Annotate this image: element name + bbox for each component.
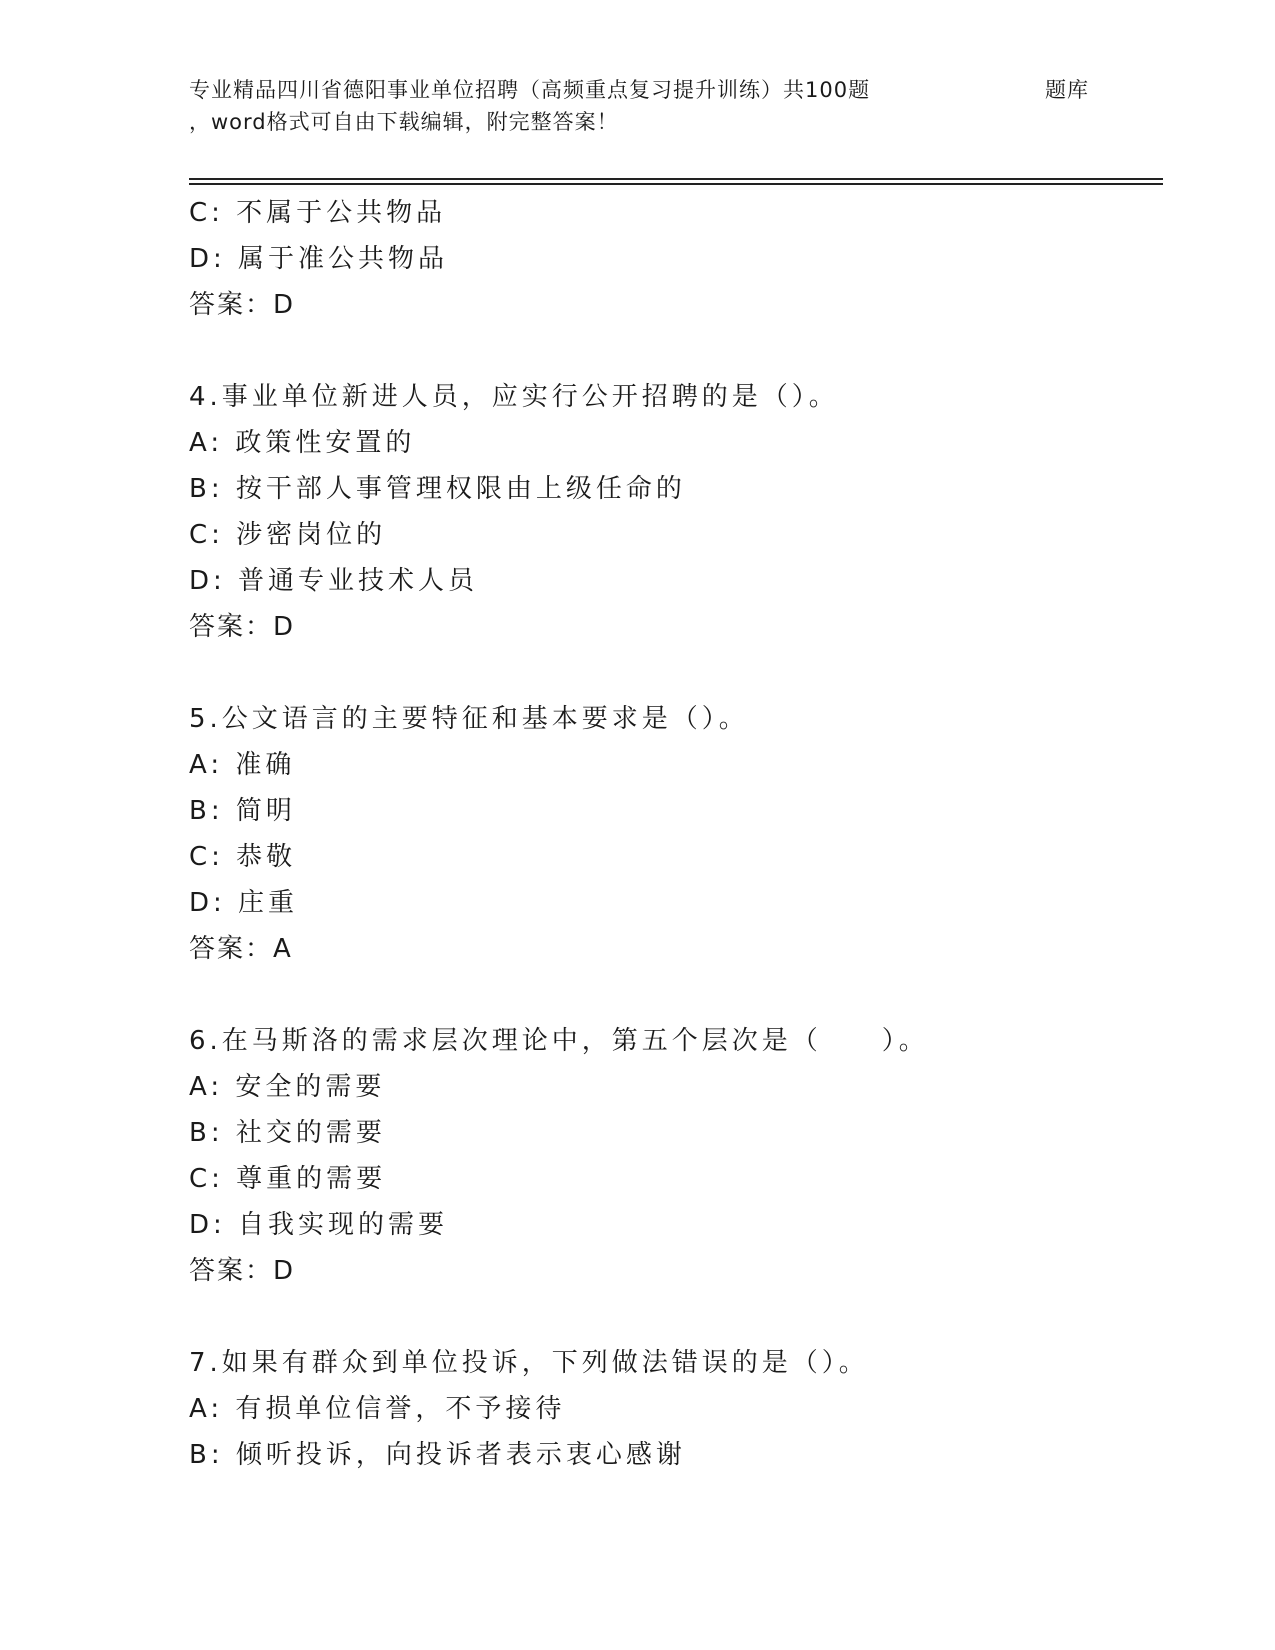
question-block: [189, 696, 1149, 972]
question-list: [189, 190, 1149, 1478]
header-line-1: [189, 74, 1089, 106]
answer: 答案：D: [189, 290, 296, 320]
question-block: [189, 1340, 1149, 1478]
header-tag: 题库: [1045, 78, 1089, 102]
block-spacer: [189, 650, 1149, 696]
option-a: A: 准确: [189, 750, 296, 780]
question-block: [189, 1018, 1149, 1294]
question-block: [189, 374, 1149, 650]
option-d: D: 普通专业技术人员: [189, 566, 479, 596]
question-stem: 5.公文语言的主要特征和基本要求是（）。: [189, 704, 749, 734]
option-b: B: 倾听投诉，向投诉者表示衷心感谢: [189, 1440, 686, 1470]
question-stem: 6.在马斯洛的需求层次理论中，第五个层次是（ ）。: [189, 1026, 929, 1056]
option-d: D: 属于准公共物品: [189, 244, 449, 274]
question-stem: 7.如果有群众到单位投诉，下列做法错误的是（）。: [189, 1348, 869, 1378]
option-d: D: 自我实现的需要: [189, 1210, 449, 1240]
block-spacer: [189, 328, 1149, 374]
option-c: C: 尊重的需要: [189, 1164, 387, 1194]
option-c: C: 恭敬: [189, 842, 297, 872]
header-rule-top: [189, 178, 1163, 180]
block-spacer: [189, 972, 1149, 1018]
option-a: A: 有损单位信誉，不予接待: [189, 1394, 566, 1424]
option-b: B: 按干部人事管理权限由上级任命的: [189, 474, 686, 504]
answer: 答案：D: [189, 612, 296, 642]
answer: 答案：D: [189, 1256, 296, 1286]
header-title: 专业精品四川省德阳事业单位招聘（高频重点复习提升训练）共100题: [189, 78, 871, 102]
option-b: B: 社交的需要: [189, 1118, 386, 1148]
option-d: D: 庄重: [189, 888, 299, 918]
header-subtitle: ，word格式可自由下载编辑，附完整答案！: [189, 110, 619, 134]
option-b: B: 简明: [189, 796, 296, 826]
option-a: A: 政策性安置的: [189, 428, 416, 458]
block-spacer: [189, 1294, 1149, 1340]
answer: 答案：A: [189, 934, 293, 964]
option-c: C: 不属于公共物品: [189, 198, 447, 228]
question-block: [189, 190, 1149, 328]
header-rule-bottom: [189, 183, 1163, 185]
question-stem: 4.事业单位新进人员，应实行公开招聘的是（）。: [189, 382, 839, 412]
option-a: A: 安全的需要: [189, 1072, 386, 1102]
option-c: C: 涉密岗位的: [189, 520, 387, 550]
page-header: [189, 74, 1159, 138]
